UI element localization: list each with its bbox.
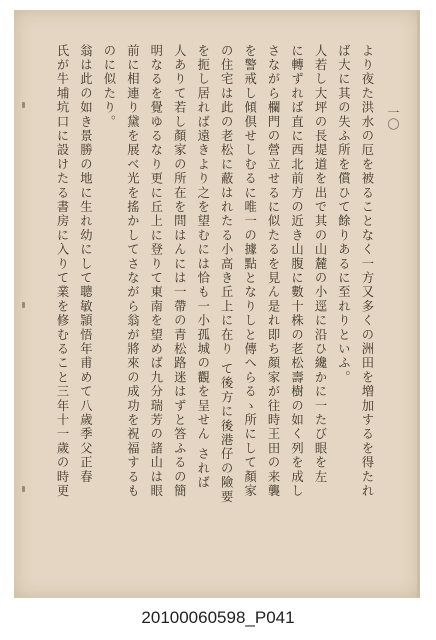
text-column: 人若し大坪の長堤道を出で其の山麓の小逕に沿ひ纔かに一たび眼を左 xyxy=(312,44,327,485)
text-column: に轉ずれば直に西北前方の近き山腹に數十株の老松壽樹の如く列を成し xyxy=(289,44,304,499)
document-page xyxy=(14,10,420,598)
text-column: のに似たり。 xyxy=(101,44,116,130)
text-column: 人ありて若し顏家の所在を問はんには一帶の青松路迷はずと答ふるの簡 xyxy=(172,44,187,499)
binding-hole xyxy=(22,102,25,108)
vertical-text-block xyxy=(54,44,374,564)
text-column: 前に相連り黛を展べ光を搖かしてさながら翁が將來の成功を祝福するも xyxy=(125,44,140,499)
binding-hole xyxy=(22,302,25,308)
text-column: 氏が牛埔坑口に設けたる書房に入りて業を修むること三年十一歲の時更 xyxy=(55,44,69,499)
text-column: の住宅は此の老松に蔽はれたる小高き丘上に在り て後方に後港仔の險要 xyxy=(219,44,234,505)
text-column: 明なるを覺ゆるなり更に丘上に登りて東南を望めば九分瑞芳の諸山は眼 xyxy=(148,44,163,499)
page-edge xyxy=(417,10,420,598)
text-column: より夜た洪水の厄を被ることなく一方又多くの洲田を増加するを得たれ xyxy=(359,44,374,499)
text-column: 翁は此の如き景勝の地に生れ幼にして聰敏頴悟年甫めて八歲季父正春 xyxy=(78,44,93,485)
binding-hole xyxy=(22,486,25,492)
image-caption: 20100060598_P041 xyxy=(141,608,295,627)
text-column: さながら欄門の營立せるに似たるを見ん是れ即ち顏家が往時王田の来襲 xyxy=(266,44,281,499)
text-column: を扼し居れば遠きより之を望むには恰も一小孤城の觀を呈せん されば xyxy=(195,44,210,491)
text-column: ば大に其の失ふ所を償ひて餘りあるに至れりといふ。 xyxy=(336,44,351,385)
page-number: 一〇 xyxy=(386,106,400,130)
text-column: を警戒し傾倶せしむるに唯一の據點となりしと傳へらるゝ所にして顏家 xyxy=(242,44,257,499)
